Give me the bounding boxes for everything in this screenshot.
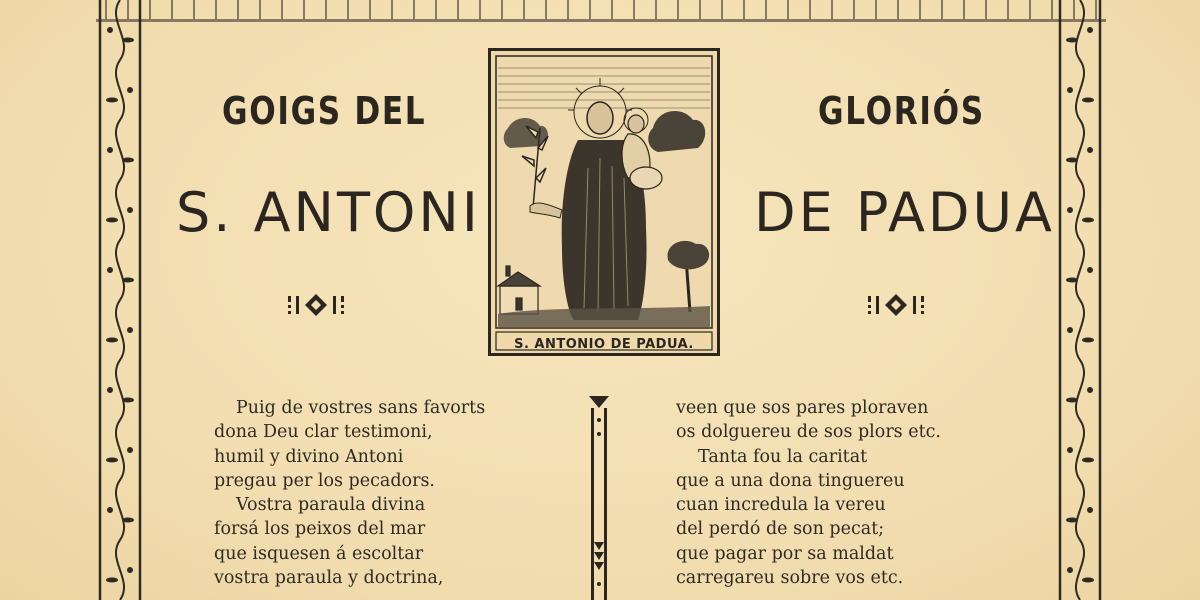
verse-line: carregareu sobre vos etc. [676,568,904,589]
verse-line: humil y divino Antoni [214,446,404,467]
verse-line: Puig de vostres sans favorts [236,398,486,418]
verse-line: dona Deu clar testimoni, [214,422,433,443]
verse-column-left [214,396,485,590]
saint-anthony-woodcut-image [488,48,720,356]
title-de-padua: DE PADUA [754,181,1055,244]
verse-column-right [676,396,941,590]
verse-line: cuan incredula la vereu [676,495,886,516]
verse-line: del perdó de son pecat; [676,519,885,540]
diamond-ornament-icon [866,290,926,320]
left-floral-border-icon [98,0,142,600]
title-goigs-del: GOIGS DEL [222,89,427,133]
verse-line: veen que sos pares ploraven [676,398,929,418]
verse-line: forsá los peixos del mar [214,519,426,540]
verse-line: vostra paraula y doctrina, [214,568,444,589]
verse-line: que isquesen á escoltar [214,543,424,564]
right-floral-border-icon [1058,0,1102,600]
diamond-ornament-icon [286,290,346,320]
top-floral-border-icon [96,0,1106,22]
verse-line: Vostra paraula divina [236,495,426,516]
title-s-antoni: S. ANTONI [176,181,481,244]
verse-line: os dolguereu de sos plors etc. [676,422,941,443]
verse-line: que pagar por sa maldat [676,543,894,564]
verse-line: que a una dona tinguereu [676,470,905,491]
column-divider-icon [586,394,612,600]
title-glorios: GLORIÓS [818,89,985,133]
woodcut-caption: S. ANTONIO DE PADUA. [514,337,694,352]
verse-line: pregau per los pecadors. [214,470,435,491]
verse-line: Tanta fou la caritat [698,446,868,467]
